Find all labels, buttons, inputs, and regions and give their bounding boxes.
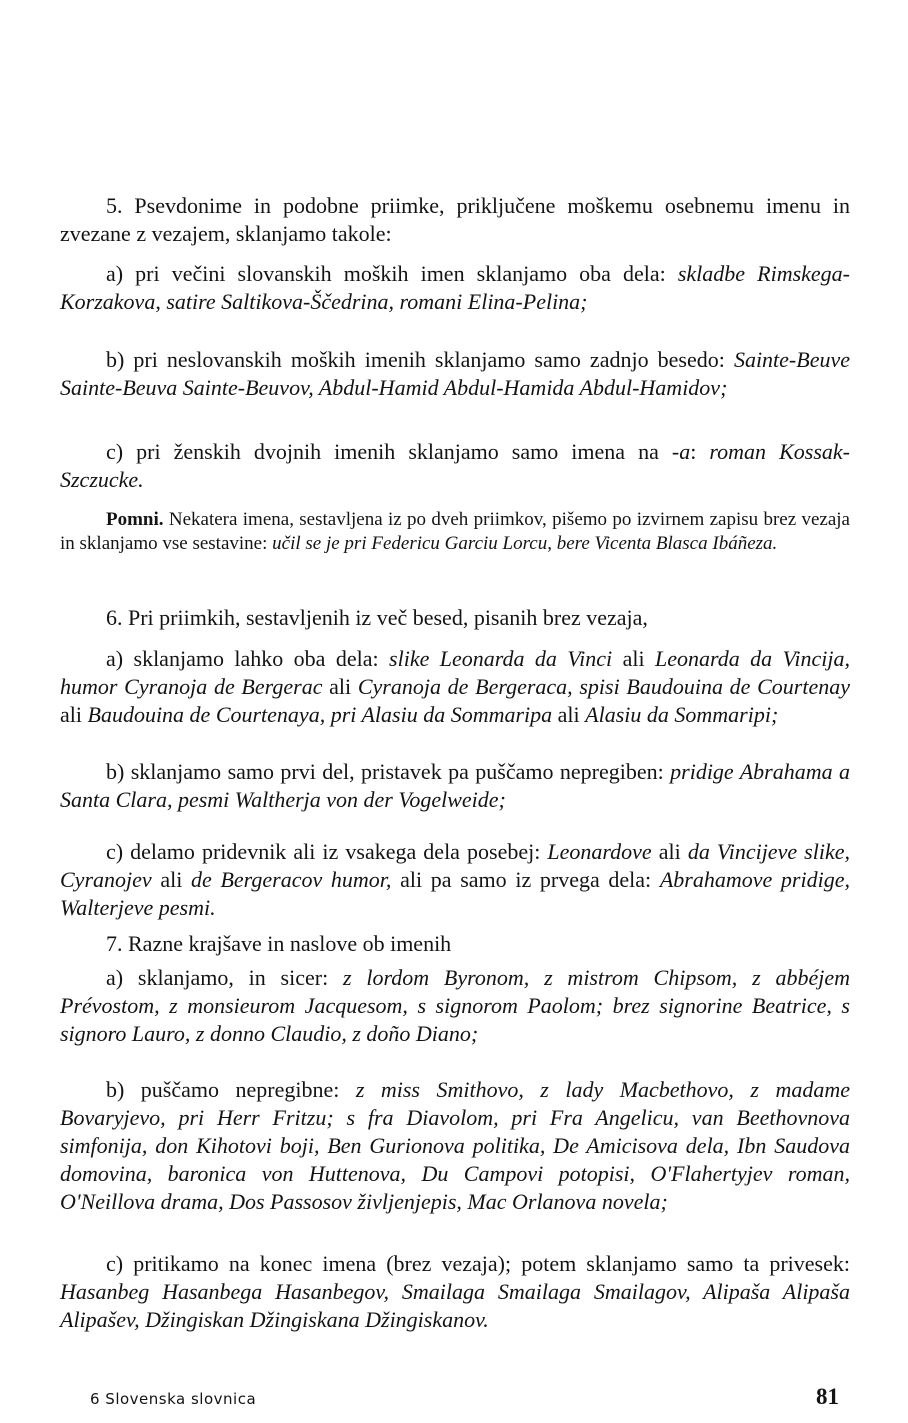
body-text: 7. Razne krajšave in naslove ob imenih — [106, 931, 452, 956]
paragraph-6-intro — [60, 604, 850, 632]
body-text: ali — [552, 702, 586, 727]
body-text: c) delamo pridevnik ali iz vsakega dela posebej: — [106, 839, 548, 864]
page-signature: 6 Slovenska slovnica — [90, 1390, 257, 1408]
paragraph-5b — [60, 346, 850, 402]
body-text: ali — [151, 867, 191, 892]
example-text: učil se je pri Federicu Garciu Lorcu, bere Vicenta Blasca Ibáñeza. — [272, 533, 778, 554]
paragraph-6a — [60, 645, 850, 729]
example-text: de Bergeracov humor, — [191, 867, 392, 892]
note-heading: Pomni. — [106, 509, 164, 530]
example-text: roman Kossak-Szczucke. — [60, 439, 850, 492]
body-text: ali — [60, 702, 88, 727]
example-text: Sainte-Beuve Sainte-Beuva Sainte-Beuvov, Abdul-Hamid Abdul-Hamida Abdul-Hamidov; — [60, 347, 850, 400]
body-text: 5. Psevdonime in podobne priimke, priključene moškemu osebnemu imenu in zvezane z vezajem, sklanjamo takole: — [60, 193, 850, 246]
body-text: a) pri večini slovanskih moških imen sklanjamo oba dela: — [106, 261, 678, 286]
example-text: skladbe Rimskega-Korzakova, satire Saltikova-Ščedrina, romani Elina-Pelina; — [60, 261, 850, 314]
example-text: Baudouina de Courtenaya, pri Alasiu da Sommaripa — [87, 702, 553, 727]
example-text: da Vincijeve slike, Cyranojev — [60, 839, 850, 892]
example-text: Leonarda da Vincija, humor Cyranoja de Bergerac — [60, 646, 850, 699]
paragraph-6c — [60, 838, 850, 922]
body-text: Nekatera imena, sestavljena iz po dveh priimkov, pišemo po izvirnem zapisu brez vezaja in sklanjamo vse sestavine: — [60, 509, 850, 554]
paragraph-7c — [60, 1250, 850, 1334]
body-text: : — [690, 439, 710, 464]
paragraph-7-intro — [60, 930, 850, 958]
paragraph-7a — [60, 964, 850, 1048]
example-text: pridige Abrahama a Santa Clara, pesmi Waltherja von der Vogelweide; — [60, 759, 850, 812]
example-text: Alasiu da Sommaripi; — [585, 702, 779, 727]
example-text: Leonardove — [547, 839, 652, 864]
body-text: ali — [651, 839, 688, 864]
body-text: a) sklanjamo lahko oba dela: — [106, 646, 390, 671]
body-text: b) sklanjamo samo prvi del, pristavek pa puščamo nepregiben: — [106, 759, 671, 784]
body-text: c) pritikamo na konec imena (brez vezaja); potem sklanjamo samo ta privesek: — [106, 1251, 850, 1276]
body-text: c) pri ženskih dvojnih imenih sklanjamo samo imena na — [106, 439, 672, 464]
body-text: b) puščamo nepregibne: — [106, 1077, 356, 1102]
paragraph-7b — [60, 1076, 850, 1216]
body-text: ali pa samo iz prvega dela: — [391, 867, 660, 892]
example-text: slike Leonarda da Vinci — [389, 646, 613, 671]
example-text: Abrahamove pridige, Walterjeve pesmi. — [60, 867, 850, 920]
note-pomni — [60, 508, 850, 556]
example-text: z lordom Byronom, z mistrom Chipsom, z abbéjem Prévostom, z monsieurom Jacquesom, s signorom Paolom; brez signorine Beatrice, s signoro Lauro, z donno Claudio, z doño Diano; — [60, 965, 850, 1046]
example-text: Cyranoja de Bergeraca, spisi Baudouina de Courtenay — [357, 674, 850, 699]
body-text: b) pri neslovanskih moških imenih sklanjamo samo zadnjo besedo: — [106, 347, 734, 372]
example-text: z miss Smithovo, z lady Macbethovo, z madame Bovaryjevo, pri Herr Fritzu; s fra Diavolom, pri Fra Angelicu, van Beethovnova simfonija, don Kihotovi boji, Ben Gurionova politika, De Amicisova dela, Ibn Saudova domovina, baronica von Huttenova, Du Campovi potopisi, O'Flahertyjev roman, O'Neillova drama, Dos Passosov življenjepis, Mac Orlanova novela; — [60, 1077, 850, 1214]
body-text: a) sklanjamo, in sicer: — [106, 965, 343, 990]
body-text: ali — [612, 646, 655, 671]
example-text: -a — [671, 439, 691, 464]
paragraph-6b — [60, 758, 850, 814]
paragraph-5a — [60, 260, 850, 316]
body-text: ali — [322, 674, 358, 699]
paragraph-5c — [60, 438, 850, 494]
page-number: 81 — [816, 1384, 839, 1409]
body-text: 6. Pri priimkih, sestavljenih iz več besed, pisanih brez vezaja, — [106, 605, 648, 630]
paragraph-5-intro — [60, 192, 850, 248]
example-text: Hasanbeg Hasanbega Hasanbegov, Smailaga Smailaga Smailagov, Alipaša Alipaša Alipašev, Džingiskan Džingiskana Džingiskanov. — [60, 1279, 850, 1332]
